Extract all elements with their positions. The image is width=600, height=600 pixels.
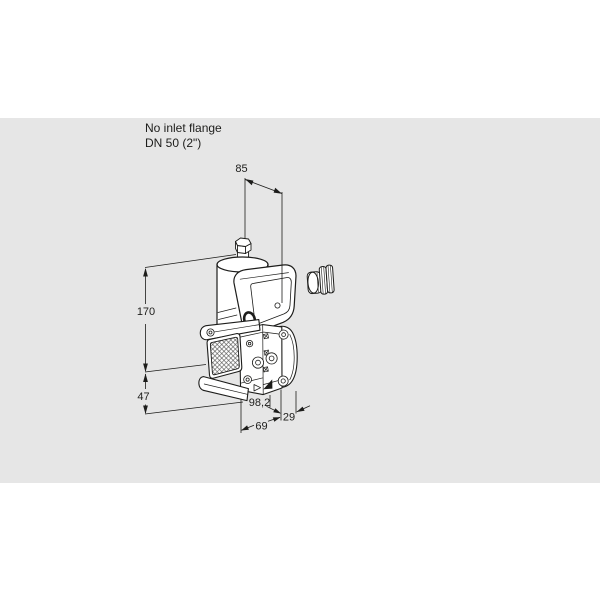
dim-label-98-2: 98,2 [248,397,271,409]
hex-nut [236,238,252,254]
dim-label-85: 85 [235,163,248,175]
annotation-line1: No inlet flange [145,121,222,135]
dim-label-69: 69 [255,420,268,433]
dim-label-47: 47 [137,391,150,403]
strainer-mesh [207,334,242,379]
dim-label-170: 170 [136,306,156,318]
drawing-background [0,118,600,483]
cover-screw [275,303,280,308]
dim-label-29: 29 [282,411,296,424]
annotation-line2: DN 50 (2") [145,136,202,150]
